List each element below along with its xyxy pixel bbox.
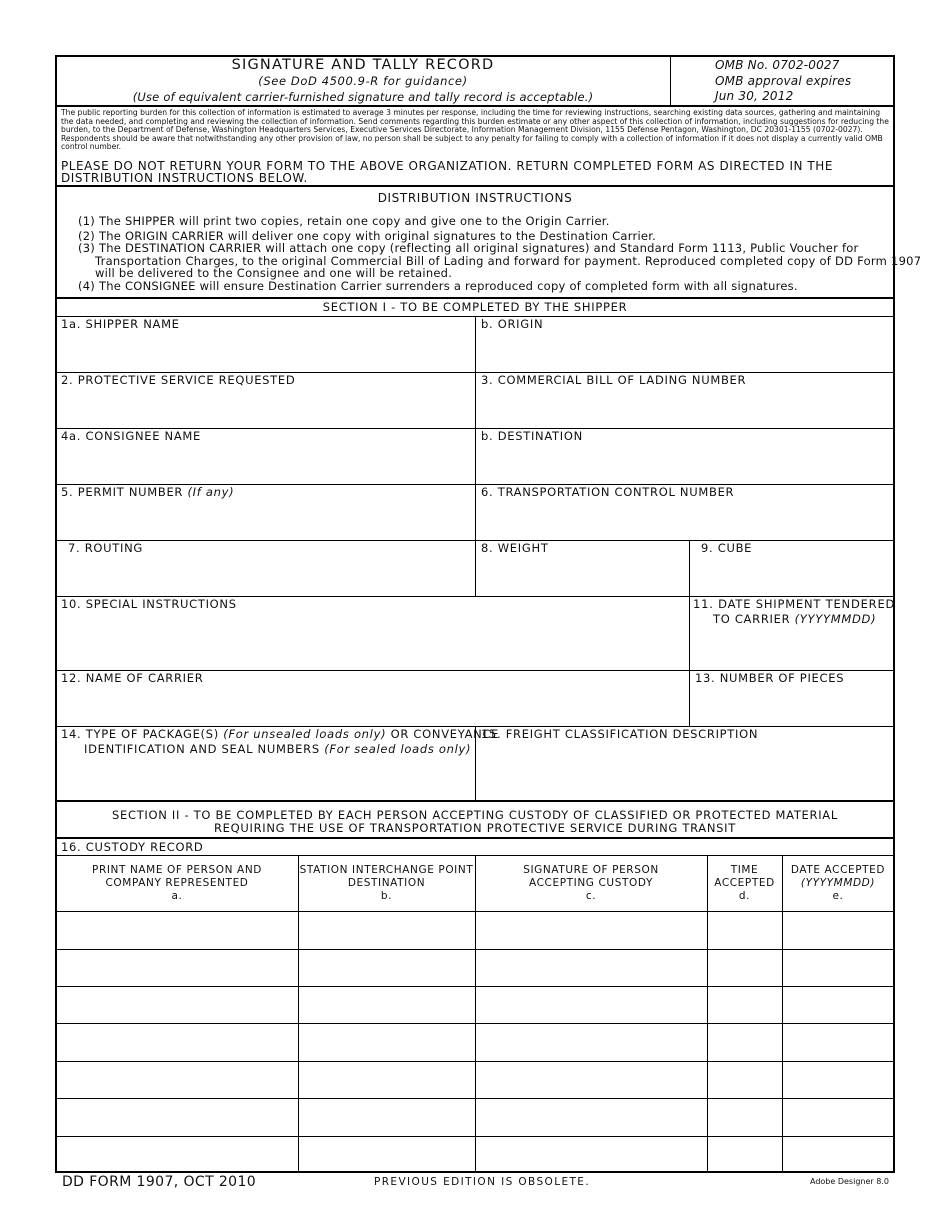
custody-signature-cell[interactable]	[479, 989, 708, 1023]
custody-station-cell[interactable]	[302, 952, 476, 986]
return-notice-line2: DISTRIBUTION INSTRUCTIONS BELOW.	[61, 171, 308, 185]
custody-date-cell[interactable]	[786, 1026, 894, 1061]
special-instructions-field[interactable]	[60, 614, 688, 670]
routing-label: 7. ROUTING	[68, 541, 144, 555]
origin-field[interactable]	[480, 334, 894, 370]
custody-station-cell[interactable]	[302, 1026, 476, 1061]
column-header-print-name: PRINT NAME OF PERSON AND COMPANY REPRESENTED a.	[92, 864, 262, 902]
date-tendered-field[interactable]	[694, 630, 894, 668]
form-number: DD FORM 1907, OCT 2010	[62, 1174, 257, 1190]
distribution-title: DISTRIBUTION INSTRUCTIONS	[377, 191, 573, 205]
tcn-field[interactable]	[480, 502, 894, 538]
form-subtitle-equivalent: (Use of equivalent carrier-furnished signature and tally record is acceptable.)	[132, 90, 594, 104]
bill-of-lading-label: 3. COMMERCIAL BILL OF LADING NUMBER	[481, 373, 747, 387]
custody-time-cell[interactable]	[711, 914, 783, 949]
custody-signature-cell[interactable]	[479, 1139, 708, 1171]
custody-date-cell[interactable]	[786, 989, 894, 1023]
freight-classification-field[interactable]	[480, 744, 894, 800]
cube-field[interactable]	[694, 558, 894, 594]
custody-date-cell[interactable]	[786, 1101, 894, 1136]
distribution-rule	[56, 297, 894, 299]
custody-signature-cell[interactable]	[479, 914, 708, 949]
custody-station-cell[interactable]	[302, 1064, 476, 1098]
custody-record-label: 16. CUSTODY RECORD	[61, 840, 204, 854]
destination-field[interactable]	[480, 446, 894, 482]
custody-date-cell[interactable]	[786, 1139, 894, 1171]
custody-print-name-cell[interactable]	[60, 952, 299, 986]
return-notice-line1: PLEASE DO NOT RETURN YOUR FORM TO THE ABOVE ORGANIZATION. RETURN COMPLETED FORM AS DIRECTED IN THE	[61, 159, 834, 173]
destination-label: b. DESTINATION	[481, 429, 583, 443]
omb-expires-date: Jun 30, 2012	[715, 89, 794, 103]
header-divider	[670, 56, 671, 106]
distribution-line-4: (4) The CONSIGNEE will ensure Destination Carrier surrenders a reproduced copy of completed form with all signatures.	[78, 279, 798, 293]
number-of-pieces-label: 13. NUMBER OF PIECES	[695, 671, 845, 685]
column-header-station: STATION INTERCHANGE POINT DESTINATION b.	[299, 864, 474, 902]
section1-right-divider	[689, 540, 690, 726]
tcn-label: 6. TRANSPORTATION CONTROL NUMBER	[481, 485, 735, 499]
distribution-line-2: (2) The ORIGIN CARRIER will deliver one copy with original signatures to the Destination Carrier.	[78, 229, 657, 243]
custody-signature-cell[interactable]	[479, 1064, 708, 1098]
weight-field[interactable]	[480, 558, 688, 594]
package-type-label-line2: IDENTIFICATION AND SEAL NUMBERS (For sealed loads only)	[84, 742, 472, 756]
custody-date-cell[interactable]	[786, 952, 894, 986]
custody-time-cell[interactable]	[711, 952, 783, 986]
custody-print-name-cell[interactable]	[60, 1139, 299, 1171]
permit-number-field[interactable]	[60, 502, 474, 538]
custody-date-cell[interactable]	[786, 1064, 894, 1098]
designer-credit: Adobe Designer 8.0	[810, 1177, 889, 1186]
origin-label: b. ORIGIN	[481, 317, 544, 331]
custody-time-cell[interactable]	[711, 989, 783, 1023]
date-tendered-label-line1: 11. DATE SHIPMENT TENDERED	[693, 597, 896, 611]
number-of-pieces-field[interactable]	[694, 688, 894, 724]
custody-signature-cell[interactable]	[479, 1026, 708, 1061]
previous-edition-notice: PREVIOUS EDITION IS OBSOLETE.	[374, 1176, 591, 1188]
shipper-name-field[interactable]	[60, 334, 474, 370]
bill-of-lading-field[interactable]	[480, 390, 894, 426]
custody-time-cell[interactable]	[711, 1064, 783, 1098]
distribution-line-3b: Transportation Charges, to the original Commercial Bill of Lading and forward for payment. Reproduced completed copy of DD Form 1907	[95, 254, 922, 268]
custody-station-cell[interactable]	[302, 989, 476, 1023]
omb-expires-label: OMB approval expires	[715, 74, 852, 88]
carrier-name-field[interactable]	[60, 688, 688, 724]
header-rule	[56, 105, 894, 107]
custody-print-name-cell[interactable]	[60, 1064, 299, 1098]
carrier-name-label: 12. NAME OF CARRIER	[61, 671, 204, 685]
custody-signature-cell[interactable]	[479, 1101, 708, 1136]
custody-time-cell[interactable]	[711, 1139, 783, 1171]
custody-print-name-cell[interactable]	[60, 1101, 299, 1136]
column-header-date: DATE ACCEPTED (YYYYMMDD) e.	[790, 864, 886, 902]
custody-print-name-cell[interactable]	[60, 989, 299, 1023]
package-type-field[interactable]	[60, 760, 474, 800]
permit-number-label: 5. PERMIT NUMBER (If any)	[61, 485, 235, 499]
distribution-line-3: (3) The DESTINATION CARRIER will attach one copy (reflecting all original signatures) and Standard Form 1113, Public Voucher for	[78, 241, 859, 255]
omb-number: OMB No. 0702-0027	[715, 58, 840, 72]
consignee-name-label: 4a. CONSIGNEE NAME	[61, 429, 202, 443]
custody-date-cell[interactable]	[786, 914, 894, 949]
form-subtitle-guidance: (See DoD 4500.9-R for guidance)	[258, 74, 468, 88]
special-instructions-label: 10. SPECIAL INSTRUCTIONS	[61, 597, 237, 611]
shipper-name-label: 1a. SHIPPER NAME	[61, 317, 180, 331]
freight-classification-label: 15. FREIGHT CLASSIFICATION DESCRIPTION	[481, 727, 759, 741]
distribution-line-3c: will be delivered to the Consignee and one will be retained.	[95, 266, 453, 280]
distribution-line-1: (1) The SHIPPER will print two copies, retain one copy and give one to the Origin Carrier.	[78, 214, 610, 228]
date-tendered-format: (YYYYMMDD)	[794, 612, 877, 626]
protective-service-field[interactable]	[60, 390, 474, 426]
custody-station-cell[interactable]	[302, 1101, 476, 1136]
custody-time-cell[interactable]	[711, 1026, 783, 1061]
column-header-signature: SIGNATURE OF PERSON ACCEPTING CUSTODY c.	[523, 864, 659, 902]
package-type-label-line1: 14. TYPE OF PACKAGE(S) (For unsealed loads only) OR CONVEYANCE	[61, 727, 500, 741]
custody-station-cell[interactable]	[302, 1139, 476, 1171]
section2-title-line2: REQUIRING THE USE OF TRANSPORTATION PROTECTIVE SERVICE DURING TRANSIT	[213, 821, 736, 835]
cube-label: 9. CUBE	[701, 541, 753, 555]
consignee-name-field[interactable]	[60, 446, 474, 482]
custody-print-name-cell[interactable]	[60, 1026, 299, 1061]
sealed-loads-note: (For sealed loads only)	[324, 742, 472, 756]
permit-number-note: (If any)	[187, 485, 235, 499]
custody-print-name-cell[interactable]	[60, 914, 299, 949]
burden-rule	[56, 185, 894, 187]
routing-field[interactable]	[60, 558, 474, 594]
section2-title-line1: SECTION II - TO BE COMPLETED BY EACH PERSON ACCEPTING CUSTODY OF CLASSIFIED OR PROTECTED MATERIAL	[112, 808, 838, 822]
date-tendered-label-line2: TO CARRIER (YYYYMMDD)	[713, 612, 877, 626]
custody-station-cell[interactable]	[302, 914, 476, 949]
burden-statement: The public reporting burden for this collection of information is estimated to average 3 minutes per response, including the time for reviewing instructions, searching existing data sources, gathering and maintaining the data needed, and completing and reviewing the collection of information. Send comments regarding this burden estimate or any other aspect of this collection of information, including suggestions for reducing the burden, to the Department of Defense, Washington Headquarters Services, Executive Services Directorate, Information Management Division, 1155 Defense Pentagon, Washington, DC 20301-1155 (0702-0027). Respondents should be aware that notwithstanding any other provision of law, no person shall be subject to any penalty for failing to comply with a collection of information if it does not display a currently valid OMB control number.	[61, 108, 889, 152]
custody-signature-cell[interactable]	[479, 952, 708, 986]
form-title: SIGNATURE AND TALLY RECORD	[231, 57, 495, 73]
weight-label: 8. WEIGHT	[481, 541, 549, 555]
protective-service-label: 2. PROTECTIVE SERVICE REQUESTED	[61, 373, 296, 387]
section1-title: SECTION I - TO BE COMPLETED BY THE SHIPPER	[322, 300, 628, 314]
column-header-time: TIME ACCEPTED d.	[714, 864, 775, 902]
section1-bottom-rule	[56, 800, 894, 802]
custody-time-cell[interactable]	[711, 1101, 783, 1136]
package-type-note: (For unsealed loads only)	[223, 727, 387, 741]
